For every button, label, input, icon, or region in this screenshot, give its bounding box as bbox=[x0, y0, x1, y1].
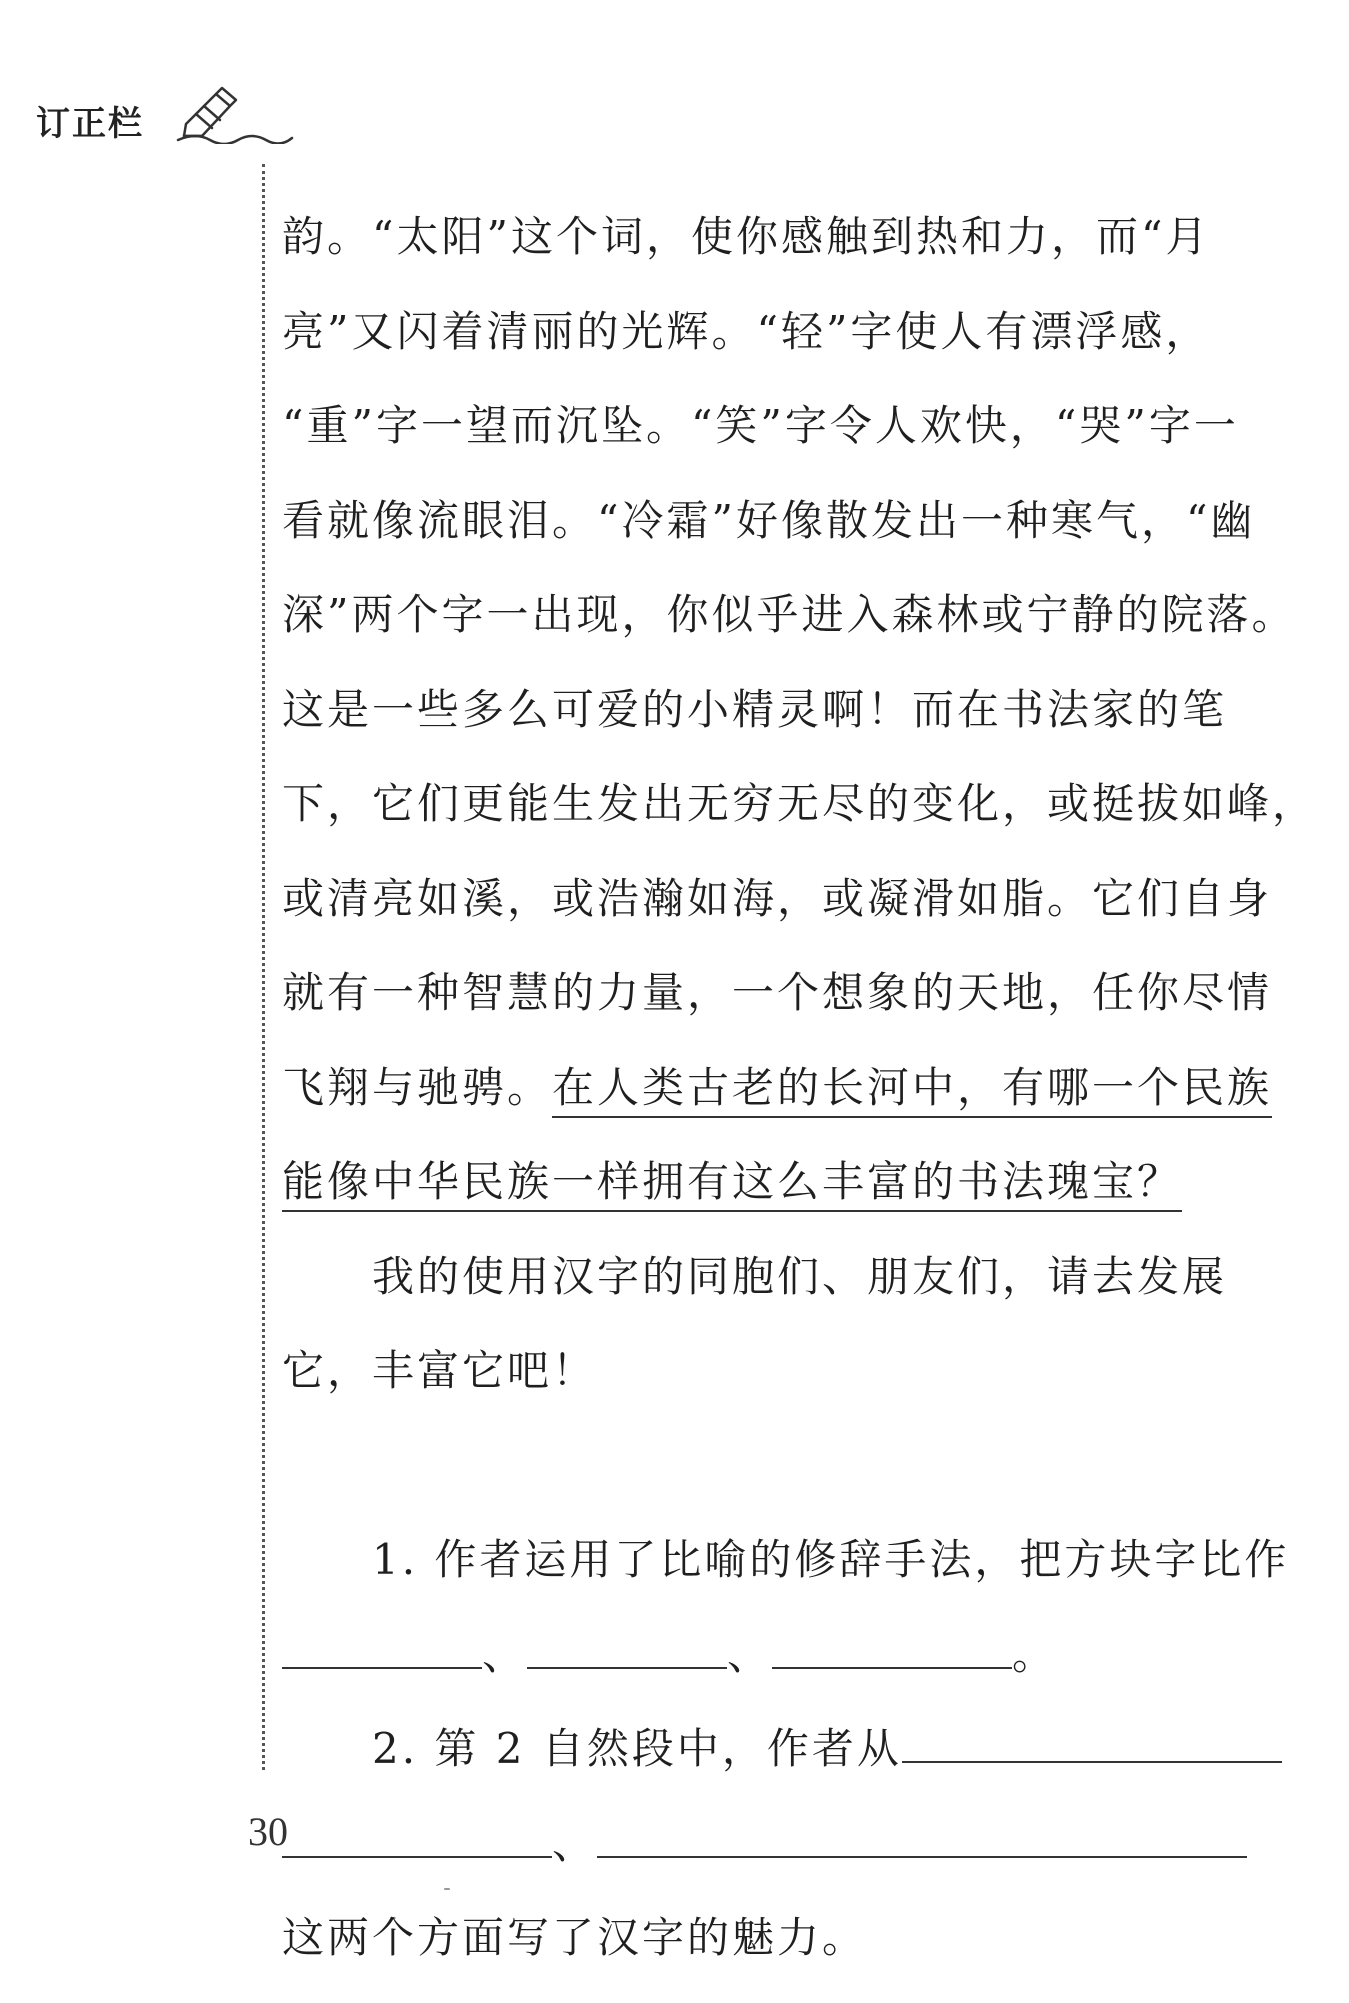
underlined-sentence-part1: 在人类古老的长河中，有哪一个民族 bbox=[552, 1063, 1272, 1118]
question-2-tail: 这两个方面写了汉字的魅力。 bbox=[282, 1913, 868, 1962]
question-1: 1. 作者运用了比喻的修辞手法，把方块字比作 bbox=[372, 1535, 1290, 1584]
closing-line: 它，丰富它吧！ bbox=[282, 1346, 598, 1395]
scan-speck bbox=[444, 1888, 450, 1890]
passage-line: 下，它们更能生发出无穷无尽的变化，或挺拔如峰， bbox=[282, 779, 1318, 828]
question-2-answer-row bbox=[282, 1797, 1232, 1892]
passage-line: “重”字一望而沉坠。“笑”字令人欢快，“哭”字一 bbox=[282, 401, 1239, 450]
passage-line: 深”两个字一出现，你似乎进入森林或宁静的院落。 bbox=[282, 590, 1297, 639]
question-1-answer-row bbox=[282, 1608, 1232, 1703]
blank-separator: 、 bbox=[482, 1629, 528, 1679]
page-number: 30 bbox=[248, 1809, 288, 1854]
underlined-sentence-part2: 能像中华民族一样拥有这么丰富的书法瑰宝？ bbox=[282, 1157, 1182, 1212]
answer-blank-1b[interactable] bbox=[527, 1666, 727, 1669]
passage-line bbox=[282, 1135, 1232, 1230]
answer-blank-2c[interactable] bbox=[597, 1855, 1247, 1858]
answer-blank-1a[interactable] bbox=[282, 1666, 482, 1669]
answer-blank-1c[interactable] bbox=[772, 1666, 1012, 1669]
pencil-eraser-icon bbox=[176, 84, 296, 144]
answer-blank-2b[interactable] bbox=[282, 1855, 552, 1858]
blank-separator: 、 bbox=[727, 1629, 773, 1679]
correction-column-label: 订正栏 bbox=[36, 104, 144, 144]
passage-text: 飞翔与驰骋。 bbox=[282, 1062, 553, 1112]
question-1-end: 。 bbox=[1012, 1629, 1058, 1679]
question-2 bbox=[282, 1702, 1232, 1797]
blank-separator: 、 bbox=[552, 1818, 598, 1868]
closing-line: 我的使用汉字的同胞们、朋友们，请去发展 bbox=[372, 1251, 1228, 1301]
passage-line: 就有一种智慧的力量，一个想象的天地，任你尽情 bbox=[282, 968, 1273, 1017]
passage-line: 韵。“太阳”这个词，使你感触到热和力，而“月 bbox=[282, 212, 1211, 261]
passage-line bbox=[282, 1041, 1273, 1136]
answer-blank-2a[interactable] bbox=[902, 1760, 1282, 1763]
passage-line: 亮”又闪着清丽的光辉。“轻”字使人有漂浮感， bbox=[282, 306, 1211, 356]
correction-column-header bbox=[36, 96, 276, 156]
passage-line: 或清亮如溪，或浩瀚如海，或凝滑如脂。它们自身 bbox=[282, 873, 1273, 923]
question-2-text: 2. 第 2 自然段中，作者从 bbox=[372, 1724, 902, 1773]
spacer bbox=[282, 1419, 1232, 1514]
passage-line: 这是一些多么可爱的小精灵啊！而在书法家的笔 bbox=[282, 684, 1228, 734]
passage-body bbox=[282, 190, 1318, 1986]
correction-column-divider bbox=[262, 164, 265, 1770]
passage-line: 看就像流眼泪。“冷霜”好像散发出一种寒气，“幽 bbox=[282, 495, 1256, 545]
